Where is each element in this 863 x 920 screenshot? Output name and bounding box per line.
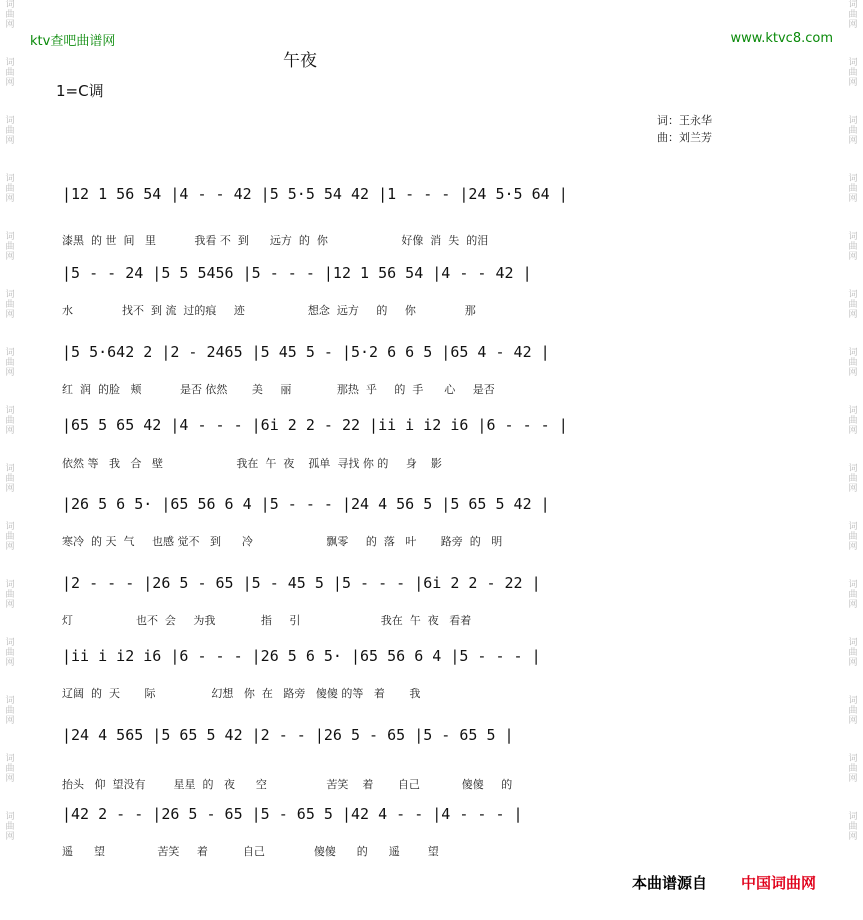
- site-name-left: ktv查吧曲谱网: [30, 34, 116, 49]
- watermark-char: 曲: [848, 10, 858, 20]
- watermark-char: 曲: [848, 358, 858, 368]
- watermark-char: 曲: [5, 532, 15, 542]
- watermark-char: 曲: [5, 648, 15, 658]
- key-signature: 1=C调: [56, 82, 104, 100]
- watermark-char: 网: [848, 78, 858, 88]
- watermark-char: 网: [848, 716, 858, 726]
- watermark-char: 曲: [848, 68, 858, 78]
- watermark-char: 词: [848, 174, 858, 184]
- watermark-char: 网: [848, 542, 858, 552]
- lyricist: 词：王永华: [657, 114, 712, 127]
- song-title: 午夜: [283, 51, 317, 71]
- watermark-char: 词: [848, 58, 858, 68]
- watermark-char: 网: [5, 716, 15, 726]
- watermark-char: 网: [5, 78, 15, 88]
- notation-row-7: |ii i i2 i6 |6 - - - |26 5 6 5· |65 56 6 4 |5 - - - |: [62, 647, 541, 665]
- watermark-char: 曲: [848, 416, 858, 426]
- watermark-char: 曲: [5, 474, 15, 484]
- lyrics-row-5: 寒冷 的 天 气 也感 觉不 到 冷 飘零 的 落 叶 路旁 的 明: [62, 535, 503, 548]
- lyrics-row-6: 灯 也不 会 为我 指 引 我在 午 夜 看着: [62, 614, 472, 627]
- watermark-char: 网: [5, 252, 15, 262]
- watermark-char: 词: [5, 116, 15, 126]
- watermark-char: 曲: [5, 184, 15, 194]
- watermark-char: 网: [5, 658, 15, 668]
- watermark-char: 网: [848, 832, 858, 842]
- watermark-char: 网: [848, 426, 858, 436]
- watermark-char: 词: [5, 232, 15, 242]
- watermark-char: 词: [848, 812, 858, 822]
- footer-source-label: 本曲谱源自: [632, 874, 708, 892]
- watermark-char: 曲: [5, 126, 15, 136]
- watermark-char: 词: [848, 522, 858, 532]
- watermark-char: 曲: [848, 764, 858, 774]
- watermark-char: 曲: [5, 10, 15, 20]
- watermark-char: 网: [848, 368, 858, 378]
- notation-row-2: |5 - - 24 |5 5 5456 |5 - - - |12 1 56 54 |4 - - 42 |: [62, 264, 532, 282]
- lyrics-row-3: 红 润 的脸 颊 是否 依然 美 丽 那热 乎 的 手 心 是否: [62, 383, 495, 396]
- lyrics-row-4: 依然 等 我 合 壁 我在 午 夜 孤单 寻找 你 的 身 影: [62, 457, 442, 470]
- watermark-char: 词: [5, 580, 15, 590]
- watermark-char: 词: [848, 580, 858, 590]
- watermark-char: 词: [5, 174, 15, 184]
- watermark-char: 曲: [5, 358, 15, 368]
- notation-row-3: |5 5·642 2 |2 - 2465 |5 45 5 - |5·2 6 6 5 |65 4 - 42 |: [62, 343, 550, 361]
- watermark-char: 词: [5, 58, 15, 68]
- watermark-char: 网: [5, 600, 15, 610]
- watermark-char: 词: [5, 464, 15, 474]
- watermark-char: 网: [5, 194, 15, 204]
- watermark-char: 曲: [5, 242, 15, 252]
- watermark-char: 词: [848, 0, 858, 10]
- watermark-char: 词: [5, 290, 15, 300]
- notation-row-8: |24 4 565 |5 65 5 42 |2 - - |26 5 - 65 |5 - 65 5 |: [62, 726, 514, 744]
- watermark-char: 词: [848, 464, 858, 474]
- watermark-char: 曲: [848, 590, 858, 600]
- watermark-char: 词: [5, 348, 15, 358]
- right-watermark-strip: [845, 0, 861, 920]
- watermark-char: 网: [848, 600, 858, 610]
- watermark-char: 曲: [5, 822, 15, 832]
- watermark-char: 词: [5, 812, 15, 822]
- watermark-char: 网: [5, 20, 15, 30]
- watermark-char: 曲: [848, 822, 858, 832]
- watermark-char: 曲: [5, 300, 15, 310]
- notation-row-9: |42 2 - - |26 5 - 65 |5 - 65 5 |42 4 - - |4 - - - |: [62, 805, 523, 823]
- lyrics-row-9: 遥 望 苦笑 着 自己 傻傻 的 遥 望: [62, 845, 439, 858]
- left-watermark-strip: [2, 0, 18, 920]
- watermark-char: 网: [5, 368, 15, 378]
- notation-row-6: |2 - - - |26 5 - 65 |5 - 45 5 |5 - - - |6i 2 2 - 22 |: [62, 574, 541, 592]
- watermark-char: 网: [848, 252, 858, 262]
- watermark-char: 曲: [848, 532, 858, 542]
- credits: [657, 112, 712, 146]
- watermark-char: 词: [848, 638, 858, 648]
- watermark-char: 曲: [5, 764, 15, 774]
- lyrics-row-7: 辽阔 的 天 际 幻想 你 在 路旁 傻傻 的等 着 我: [62, 687, 421, 700]
- notation-row-5: |26 5 6 5· |65 56 6 4 |5 - - - |24 4 56 5 |5 65 5 42 |: [62, 495, 550, 513]
- watermark-char: 曲: [5, 590, 15, 600]
- watermark-char: 网: [848, 20, 858, 30]
- footer-site-name: 中国词曲网: [741, 874, 817, 892]
- watermark-char: 词: [848, 232, 858, 242]
- watermark-char: 曲: [5, 416, 15, 426]
- watermark-char: 曲: [5, 706, 15, 716]
- watermark-char: 词: [848, 348, 858, 358]
- watermark-char: 网: [5, 136, 15, 146]
- watermark-char: 词: [848, 696, 858, 706]
- watermark-char: 词: [848, 116, 858, 126]
- watermark-char: 词: [5, 754, 15, 764]
- watermark-char: 网: [848, 136, 858, 146]
- watermark-char: 词: [5, 638, 15, 648]
- composer: 曲：刘兰芳: [657, 131, 712, 144]
- watermark-char: 网: [848, 658, 858, 668]
- watermark-char: 曲: [848, 184, 858, 194]
- watermark-char: 词: [5, 522, 15, 532]
- site-url-right: www.ktvc8.com: [730, 31, 833, 46]
- watermark-char: 网: [5, 426, 15, 436]
- watermark-char: 网: [5, 832, 15, 842]
- watermark-char: 曲: [848, 474, 858, 484]
- watermark-char: 曲: [848, 126, 858, 136]
- lyrics-row-2: 水 找不 到 流 过的痕 迹 想念 远方 的 你 那: [62, 304, 476, 317]
- notation-row-1: |12 1 56 54 |4 - - 42 |5 5·5 54 42 |1 - - - |24 5·5 64 |: [62, 185, 568, 203]
- watermark-char: 曲: [848, 706, 858, 716]
- lyrics-row-1: 漆黑 的 世 间 里 我看 不 到 远方 的 你 好像 消 失 的泪: [62, 234, 489, 247]
- watermark-char: 网: [5, 310, 15, 320]
- watermark-char: 词: [848, 406, 858, 416]
- lyrics-row-8: 抬头 仰 望没有 星星 的 夜 空 苦笑 着 自己 傻傻 的: [62, 778, 513, 791]
- watermark-char: 词: [5, 0, 15, 10]
- watermark-char: 网: [848, 774, 858, 784]
- watermark-char: 网: [848, 194, 858, 204]
- notation-row-4: |65 5 65 42 |4 - - - |6i 2 2 - 22 |ii i i2 i6 |6 - - - |: [62, 416, 568, 434]
- watermark-char: 词: [5, 696, 15, 706]
- watermark-char: 曲: [848, 648, 858, 658]
- watermark-char: 词: [5, 406, 15, 416]
- watermark-char: 网: [848, 484, 858, 494]
- watermark-char: 曲: [848, 242, 858, 252]
- watermark-char: 曲: [848, 300, 858, 310]
- watermark-char: 词: [848, 754, 858, 764]
- watermark-char: 网: [848, 310, 858, 320]
- watermark-char: 网: [5, 774, 15, 784]
- watermark-char: 曲: [5, 68, 15, 78]
- watermark-char: 词: [848, 290, 858, 300]
- watermark-char: 网: [5, 542, 15, 552]
- watermark-char: 网: [5, 484, 15, 494]
